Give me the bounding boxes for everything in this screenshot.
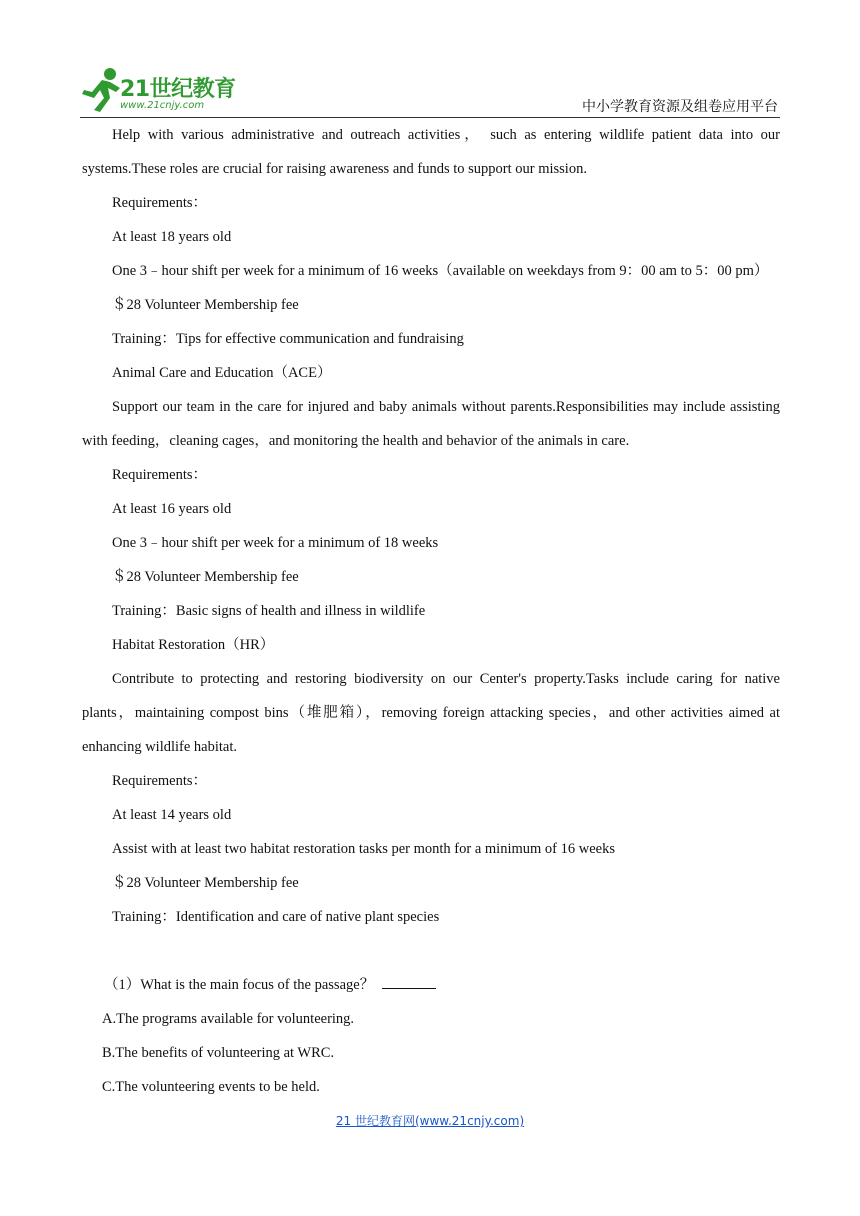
training-info: Training：Identification and care of native plant species: [112, 909, 440, 925]
shift-requirement: One 3﹣hour shift per week for a minimum of 18 weeks: [112, 535, 439, 551]
runner-logo-icon: [80, 66, 124, 114]
option-c[interactable]: C.The volunteering events to be held.: [102, 1079, 320, 1095]
answer-blank[interactable]: [382, 974, 436, 989]
passage: [82, 118, 780, 1104]
fee-requirement: ＄28 Volunteer Membership fee: [112, 569, 299, 585]
program-heading-ace: Animal Care and Education（ACE）: [112, 365, 332, 381]
logo-url: www.21cnjy.com: [120, 100, 205, 111]
paragraph-ace: Support our team in the care for injured and baby animals without parents.Responsibilities may include assisting with feeding，cleaning cages，and monitoring the health and behavior of the animals in care.: [82, 399, 780, 449]
training-info: Training：Basic signs of health and illness in wildlife: [112, 603, 426, 619]
option-a[interactable]: A.The programs available for volunteering.: [102, 1011, 355, 1027]
fee-requirement: ＄28 Volunteer Membership fee: [112, 875, 299, 891]
logo-text: 21世纪教育: [120, 77, 236, 102]
blank-space: [82, 934, 780, 968]
platform-title: 中小学教育资源及组卷应用平台: [582, 99, 778, 115]
question-text: （1）What is the main focus of the passage？: [104, 977, 375, 993]
paragraph-admin: Help with various administrative and outreach activities， such as entering wildlife patient data into our systems.These roles are crucial for raising awareness and funds to support our mission.: [82, 127, 780, 177]
age-requirement: At least 18 years old: [112, 229, 232, 245]
footer-link[interactable]: 21 世纪教育网(www.21cnjy.com): [335, 1114, 525, 1128]
question-stem: [82, 968, 780, 1002]
requirements-label: Requirements：: [112, 467, 208, 483]
option-b[interactable]: B.The benefits of volunteering at WRC.: [102, 1045, 335, 1061]
footer: [0, 1112, 860, 1129]
requirements-label: Requirements：: [112, 195, 208, 211]
age-requirement: At least 16 years old: [112, 501, 232, 517]
training-info: Training：Tips for effective communication and fundraising: [112, 331, 464, 347]
paragraph-hr: Contribute to protecting and restoring biodiversity on our Center's property.Tasks include caring for native plants，maintaining compost bins（堆肥箱），removing foreign attacking species，and other activities aimed at enhancing wildlife habitat.: [82, 671, 780, 755]
task-requirement: Assist with at least two habitat restoration tasks per month for a minimum of 16 weeks: [112, 841, 615, 857]
shift-requirement: One 3﹣hour shift per week for a minimum of 16 weeks（available on weekdays from 9：00 am to 5：00 pm）: [112, 263, 769, 279]
fee-requirement: ＄28 Volunteer Membership fee: [112, 297, 299, 313]
program-heading-hr: Habitat Restoration（HR）: [112, 637, 275, 653]
age-requirement: At least 14 years old: [112, 807, 232, 823]
site-logo: [80, 66, 250, 116]
requirements-label: Requirements：: [112, 773, 208, 789]
